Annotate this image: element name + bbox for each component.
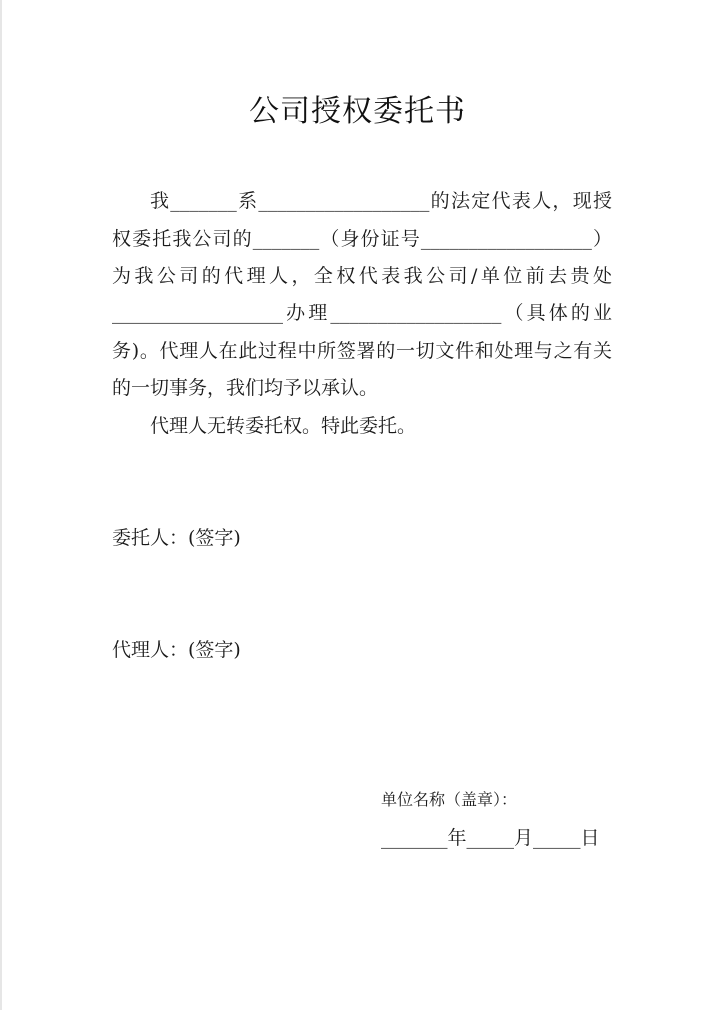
document-title: 公司授权委托书 xyxy=(249,94,466,129)
paragraph-line-5: 务)。代理人在此过程中所签署的一切文件和处理与之有关 xyxy=(112,340,612,362)
paragraph-line-3: 为我公司的代理人，全权代表我公司/单位前去贵处 xyxy=(112,265,612,287)
no-transfer-statement: 代理人无转委托权。特此委托。 xyxy=(150,415,417,437)
unit-name-seal-label: 单位名称（盖章）： xyxy=(381,790,518,809)
date-line: _______年_____月_____日 xyxy=(381,827,600,849)
paragraph-line-4: __________________办理__________________（具体的业 xyxy=(112,302,612,324)
principal-signature-label: 委托人：(签字) xyxy=(112,527,241,549)
paragraph-line-6: 的一切事务，我们均予以承认。 xyxy=(112,377,379,399)
agent-signature-label: 代理人：(签字) xyxy=(112,639,241,661)
paragraph-line-1: 我_______系__________________的法定代表人，现授 xyxy=(150,190,612,212)
paragraph-line-2: 权委托我公司的_______（身份证号__________________） xyxy=(112,228,612,250)
page-left-edge xyxy=(0,0,2,1010)
